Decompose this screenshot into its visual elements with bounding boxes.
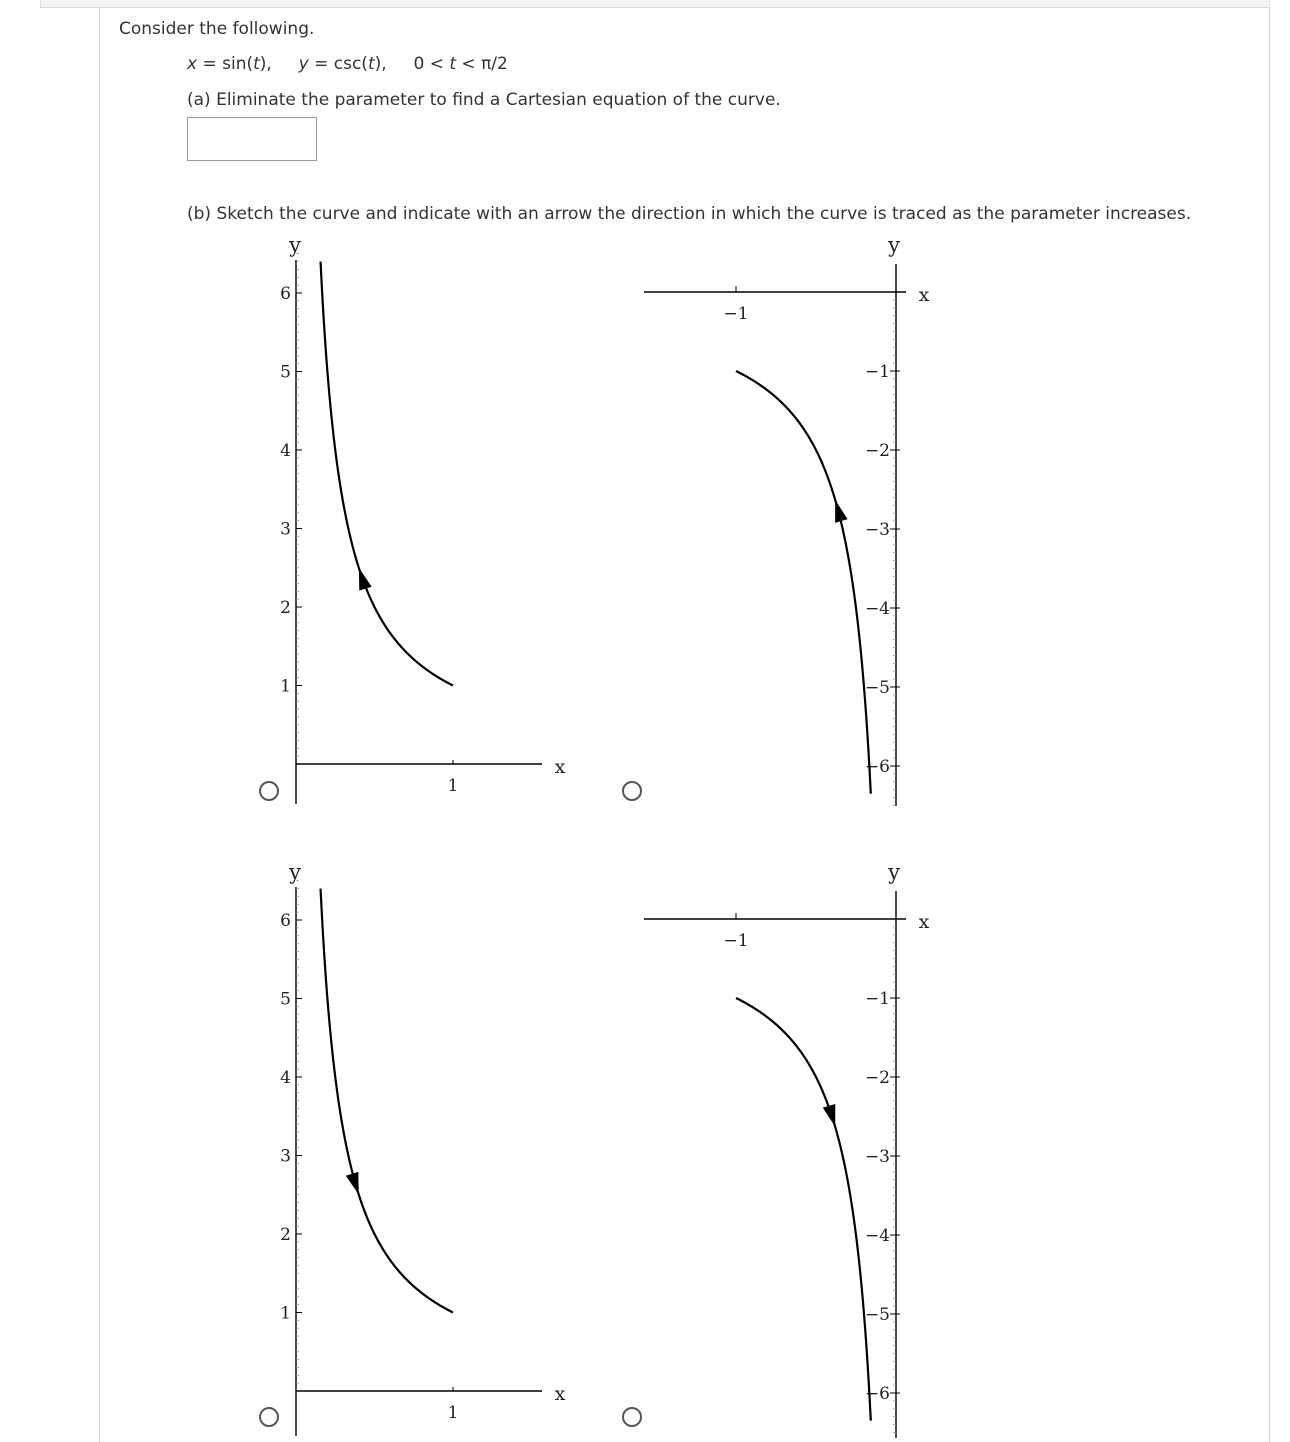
part-a-text: (a) Eliminate the parameter to find a Cartesian equation of the curve. xyxy=(187,90,781,110)
x-tick-label: −1 xyxy=(723,304,749,324)
x-tick-label: 1 xyxy=(447,1403,459,1423)
curve xyxy=(321,262,453,686)
y-tick-label: 1 xyxy=(280,1303,291,1324)
y-tick-label: −6 xyxy=(864,757,890,777)
y-tick-label: 1 xyxy=(280,676,291,697)
eq-x-t: t xyxy=(253,54,260,74)
x-tick-label: −1 xyxy=(723,931,749,951)
direction-arrow xyxy=(823,1104,835,1127)
eq-y-t: t xyxy=(367,54,375,74)
y-axis-label: y xyxy=(289,233,301,257)
parametric-equations xyxy=(187,54,508,74)
direction-arrow xyxy=(359,568,372,591)
x-axis-label: x xyxy=(918,911,930,933)
x-tick-label: 1 xyxy=(447,776,459,796)
graph-option-c xyxy=(250,857,590,1442)
x-axis-label: x xyxy=(554,756,566,778)
y-tick-label: −4 xyxy=(864,1226,890,1246)
y-tick-label: −2 xyxy=(864,1068,890,1088)
y-axis-label: y xyxy=(289,860,301,884)
eq-range-left: 0 < xyxy=(413,54,450,74)
part-b-text: (b) Sketch the curve and indicate with an arrow the direction in which the curve is traced as the parameter increases. xyxy=(187,204,1192,224)
radio-option-b[interactable] xyxy=(622,781,642,801)
eq-x-close: ), xyxy=(259,54,272,74)
y-axis-label: y xyxy=(888,233,900,257)
eq-y-var: y xyxy=(298,54,309,74)
y-tick-label: 4 xyxy=(280,1068,291,1088)
y-tick-label: −4 xyxy=(864,599,890,619)
y-tick-label: 6 xyxy=(280,284,291,304)
direction-arrow xyxy=(835,500,847,523)
y-tick-label: −1 xyxy=(864,362,890,382)
y-tick-label: 2 xyxy=(280,598,291,618)
answer-input[interactable] xyxy=(187,117,317,161)
y-axis-label: y xyxy=(888,860,900,884)
graph-option-d xyxy=(640,857,960,1442)
radio-option-d[interactable] xyxy=(622,1407,642,1427)
eq-y-close: ), xyxy=(374,54,387,74)
curve xyxy=(736,998,871,1421)
y-tick-label: 5 xyxy=(280,362,291,383)
curve xyxy=(321,889,453,1313)
y-tick-label: −1 xyxy=(864,989,890,1009)
y-tick-label: 4 xyxy=(280,441,291,461)
top-bar xyxy=(40,0,1270,8)
eq-y-rhs: = csc( xyxy=(308,54,368,74)
x-axis-label: x xyxy=(554,1383,566,1405)
y-tick-label: −5 xyxy=(864,1305,890,1325)
y-tick-label: −2 xyxy=(864,441,890,461)
intro-text: Consider the following. xyxy=(119,19,315,39)
direction-arrow xyxy=(346,1172,359,1195)
eq-range-right: < π/2 xyxy=(456,54,508,74)
y-tick-label: −6 xyxy=(864,1384,890,1404)
eq-range-t: t xyxy=(449,54,457,74)
curve xyxy=(736,371,871,794)
y-tick-label: 5 xyxy=(280,989,291,1010)
graph-option-a xyxy=(250,230,590,810)
y-tick-label: −3 xyxy=(864,1147,890,1167)
eq-x-var: x xyxy=(187,54,198,74)
y-tick-label: −3 xyxy=(864,520,890,540)
eq-x-rhs: = sin( xyxy=(197,54,254,74)
y-tick-label: −5 xyxy=(864,678,890,698)
y-tick-label: 3 xyxy=(280,1146,291,1167)
x-axis-label: x xyxy=(918,284,930,306)
graph-option-b xyxy=(640,230,960,810)
y-tick-label: 6 xyxy=(280,911,291,931)
y-tick-label: 3 xyxy=(280,519,291,540)
y-tick-label: 2 xyxy=(280,1225,291,1245)
